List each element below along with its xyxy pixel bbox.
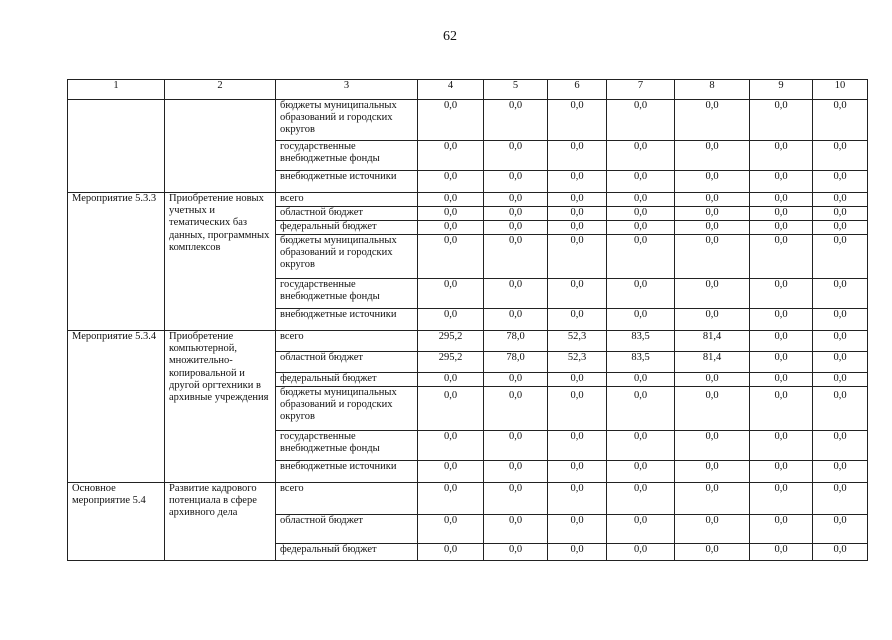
value-cell: 0,0 xyxy=(750,193,813,207)
value-cell: 295,2 xyxy=(418,352,484,373)
table-row xyxy=(68,100,868,141)
value-cell: 0,0 xyxy=(548,387,607,431)
value-cell: 0,0 xyxy=(607,309,675,331)
value-cell: 0,0 xyxy=(548,193,607,207)
funding-source: областной бюджет xyxy=(276,515,418,544)
value-cell: 0,0 xyxy=(607,373,675,387)
activity-description: Развитие кадрового потенциала в сфере архивного дела xyxy=(165,483,276,561)
value-cell: 0,0 xyxy=(418,207,484,221)
column-header: 4 xyxy=(418,80,484,100)
value-cell: 0,0 xyxy=(548,431,607,461)
funding-source: федеральный бюджет xyxy=(276,544,418,561)
value-cell: 0,0 xyxy=(548,207,607,221)
value-cell: 0,0 xyxy=(750,544,813,561)
value-cell: 0,0 xyxy=(484,515,548,544)
value-cell: 0,0 xyxy=(813,387,868,431)
value-cell: 0,0 xyxy=(675,100,750,141)
value-cell: 0,0 xyxy=(675,373,750,387)
value-cell: 0,0 xyxy=(607,544,675,561)
value-cell: 0,0 xyxy=(750,235,813,279)
page-number: 62 xyxy=(443,29,457,44)
value-cell: 0,0 xyxy=(418,171,484,193)
value-cell: 0,0 xyxy=(813,193,868,207)
column-header: 6 xyxy=(548,80,607,100)
value-cell: 0,0 xyxy=(813,100,868,141)
funding-source: внебюджетные источники xyxy=(276,171,418,193)
value-cell: 0,0 xyxy=(675,483,750,515)
activity-description: Приобретение компьютерной, множительно-копировальной и другой оргтехники в архивные учреждения xyxy=(165,331,276,483)
value-cell: 0,0 xyxy=(813,279,868,309)
value-cell: 0,0 xyxy=(675,431,750,461)
value-cell: 0,0 xyxy=(484,483,548,515)
value-cell: 0,0 xyxy=(675,171,750,193)
value-cell: 0,0 xyxy=(813,207,868,221)
table-body xyxy=(68,80,868,561)
value-cell: 0,0 xyxy=(750,461,813,483)
value-cell: 0,0 xyxy=(675,309,750,331)
value-cell: 0,0 xyxy=(607,141,675,171)
funding-source: всего xyxy=(276,193,418,207)
value-cell: 0,0 xyxy=(484,207,548,221)
value-cell: 0,0 xyxy=(813,544,868,561)
value-cell: 0,0 xyxy=(675,544,750,561)
value-cell: 0,0 xyxy=(418,235,484,279)
value-cell: 0,0 xyxy=(813,461,868,483)
value-cell: 0,0 xyxy=(750,331,813,352)
value-cell: 0,0 xyxy=(813,483,868,515)
value-cell: 78,0 xyxy=(484,352,548,373)
value-cell: 0,0 xyxy=(750,171,813,193)
value-cell: 0,0 xyxy=(607,483,675,515)
value-cell: 0,0 xyxy=(418,483,484,515)
funding-source: внебюджетные источники xyxy=(276,461,418,483)
funding-source: государственные внебюджетные фонды xyxy=(276,141,418,171)
funding-source: государственные внебюджетные фонды xyxy=(276,279,418,309)
activity-name: Основное мероприятие 5.4 xyxy=(68,483,165,561)
value-cell: 0,0 xyxy=(675,235,750,279)
column-header: 10 xyxy=(813,80,868,100)
value-cell: 78,0 xyxy=(484,331,548,352)
value-cell: 0,0 xyxy=(813,141,868,171)
value-cell: 0,0 xyxy=(813,235,868,279)
funding-source: бюджеты муниципальных образований и городских округов xyxy=(276,387,418,431)
value-cell: 0,0 xyxy=(675,141,750,171)
value-cell: 0,0 xyxy=(750,221,813,235)
value-cell: 0,0 xyxy=(484,373,548,387)
funding-source: бюджеты муниципальных образований и городских округов xyxy=(276,235,418,279)
value-cell: 0,0 xyxy=(548,309,607,331)
value-cell: 0,0 xyxy=(418,193,484,207)
value-cell: 52,3 xyxy=(548,352,607,373)
activity-description: Приобретение новых учетных и тематических баз данных, программных комплексов xyxy=(165,193,276,331)
funding-source: федеральный бюджет xyxy=(276,373,418,387)
value-cell: 0,0 xyxy=(418,387,484,431)
value-cell: 0,0 xyxy=(548,171,607,193)
value-cell: 0,0 xyxy=(607,515,675,544)
value-cell: 0,0 xyxy=(548,483,607,515)
value-cell: 0,0 xyxy=(750,141,813,171)
value-cell: 0,0 xyxy=(484,387,548,431)
value-cell: 0,0 xyxy=(607,100,675,141)
value-cell: 0,0 xyxy=(418,544,484,561)
column-header: 2 xyxy=(165,80,276,100)
activity-name: Мероприятие 5.3.3 xyxy=(68,193,165,331)
value-cell: 0,0 xyxy=(418,309,484,331)
value-cell: 0,0 xyxy=(418,221,484,235)
value-cell: 0,0 xyxy=(418,431,484,461)
value-cell: 0,0 xyxy=(548,221,607,235)
value-cell: 0,0 xyxy=(418,515,484,544)
funding-source: бюджеты муниципальных образований и городских округов xyxy=(276,100,418,141)
funding-source: всего xyxy=(276,483,418,515)
value-cell: 295,2 xyxy=(418,331,484,352)
value-cell: 0,0 xyxy=(484,431,548,461)
value-cell: 0,0 xyxy=(484,100,548,141)
value-cell: 83,5 xyxy=(607,331,675,352)
value-cell: 0,0 xyxy=(750,207,813,221)
column-header: 7 xyxy=(607,80,675,100)
value-cell: 0,0 xyxy=(484,221,548,235)
value-cell: 81,4 xyxy=(675,352,750,373)
funding-source: всего xyxy=(276,331,418,352)
table-row xyxy=(68,193,868,207)
value-cell: 0,0 xyxy=(484,193,548,207)
value-cell: 0,0 xyxy=(813,352,868,373)
value-cell: 0,0 xyxy=(750,352,813,373)
value-cell: 0,0 xyxy=(607,235,675,279)
value-cell: 0,0 xyxy=(484,544,548,561)
value-cell: 0,0 xyxy=(675,193,750,207)
value-cell: 0,0 xyxy=(750,515,813,544)
value-cell: 0,0 xyxy=(813,431,868,461)
value-cell: 0,0 xyxy=(484,309,548,331)
value-cell: 0,0 xyxy=(548,235,607,279)
value-cell: 0,0 xyxy=(418,373,484,387)
funding-source: областной бюджет xyxy=(276,352,418,373)
value-cell: 0,0 xyxy=(418,100,484,141)
value-cell: 0,0 xyxy=(607,387,675,431)
value-cell: 0,0 xyxy=(675,207,750,221)
value-cell: 0,0 xyxy=(418,461,484,483)
value-cell: 0,0 xyxy=(750,100,813,141)
value-cell: 0,0 xyxy=(750,387,813,431)
funding-table xyxy=(67,79,868,561)
value-cell: 0,0 xyxy=(548,100,607,141)
value-cell: 0,0 xyxy=(675,279,750,309)
value-cell: 0,0 xyxy=(750,279,813,309)
column-header: 5 xyxy=(484,80,548,100)
activity-name: Мероприятие 5.3.4 xyxy=(68,331,165,483)
value-cell: 0,0 xyxy=(548,141,607,171)
value-cell: 0,0 xyxy=(813,373,868,387)
value-cell: 0,0 xyxy=(548,373,607,387)
value-cell: 83,5 xyxy=(607,352,675,373)
value-cell: 0,0 xyxy=(607,171,675,193)
value-cell: 0,0 xyxy=(607,461,675,483)
value-cell: 0,0 xyxy=(418,141,484,171)
value-cell: 0,0 xyxy=(607,193,675,207)
value-cell: 0,0 xyxy=(607,207,675,221)
value-cell: 0,0 xyxy=(548,461,607,483)
column-header: 8 xyxy=(675,80,750,100)
value-cell: 0,0 xyxy=(750,309,813,331)
value-cell: 0,0 xyxy=(813,171,868,193)
value-cell: 0,0 xyxy=(675,515,750,544)
value-cell: 0,0 xyxy=(813,309,868,331)
column-header: 3 xyxy=(276,80,418,100)
value-cell: 0,0 xyxy=(418,279,484,309)
funding-source: федеральный бюджет xyxy=(276,221,418,235)
value-cell: 52,3 xyxy=(548,331,607,352)
value-cell: 0,0 xyxy=(484,141,548,171)
header-row xyxy=(68,80,868,100)
value-cell: 0,0 xyxy=(675,387,750,431)
value-cell: 0,0 xyxy=(484,171,548,193)
value-cell: 0,0 xyxy=(813,515,868,544)
table-row xyxy=(68,331,868,352)
value-cell: 81,4 xyxy=(675,331,750,352)
value-cell: 0,0 xyxy=(675,461,750,483)
value-cell: 0,0 xyxy=(548,515,607,544)
value-cell: 0,0 xyxy=(607,221,675,235)
funding-source: государственные внебюджетные фонды xyxy=(276,431,418,461)
funding-source: областной бюджет xyxy=(276,207,418,221)
value-cell: 0,0 xyxy=(750,373,813,387)
value-cell: 0,0 xyxy=(675,221,750,235)
activity-name xyxy=(68,100,165,193)
value-cell: 0,0 xyxy=(750,431,813,461)
value-cell: 0,0 xyxy=(548,544,607,561)
value-cell: 0,0 xyxy=(484,235,548,279)
value-cell: 0,0 xyxy=(484,461,548,483)
value-cell: 0,0 xyxy=(484,279,548,309)
value-cell: 0,0 xyxy=(813,331,868,352)
value-cell: 0,0 xyxy=(548,279,607,309)
column-header: 1 xyxy=(68,80,165,100)
value-cell: 0,0 xyxy=(607,431,675,461)
column-header: 9 xyxy=(750,80,813,100)
value-cell: 0,0 xyxy=(813,221,868,235)
value-cell: 0,0 xyxy=(750,483,813,515)
value-cell: 0,0 xyxy=(607,279,675,309)
funding-source: внебюджетные источники xyxy=(276,309,418,331)
table-row xyxy=(68,483,868,515)
activity-description xyxy=(165,100,276,193)
